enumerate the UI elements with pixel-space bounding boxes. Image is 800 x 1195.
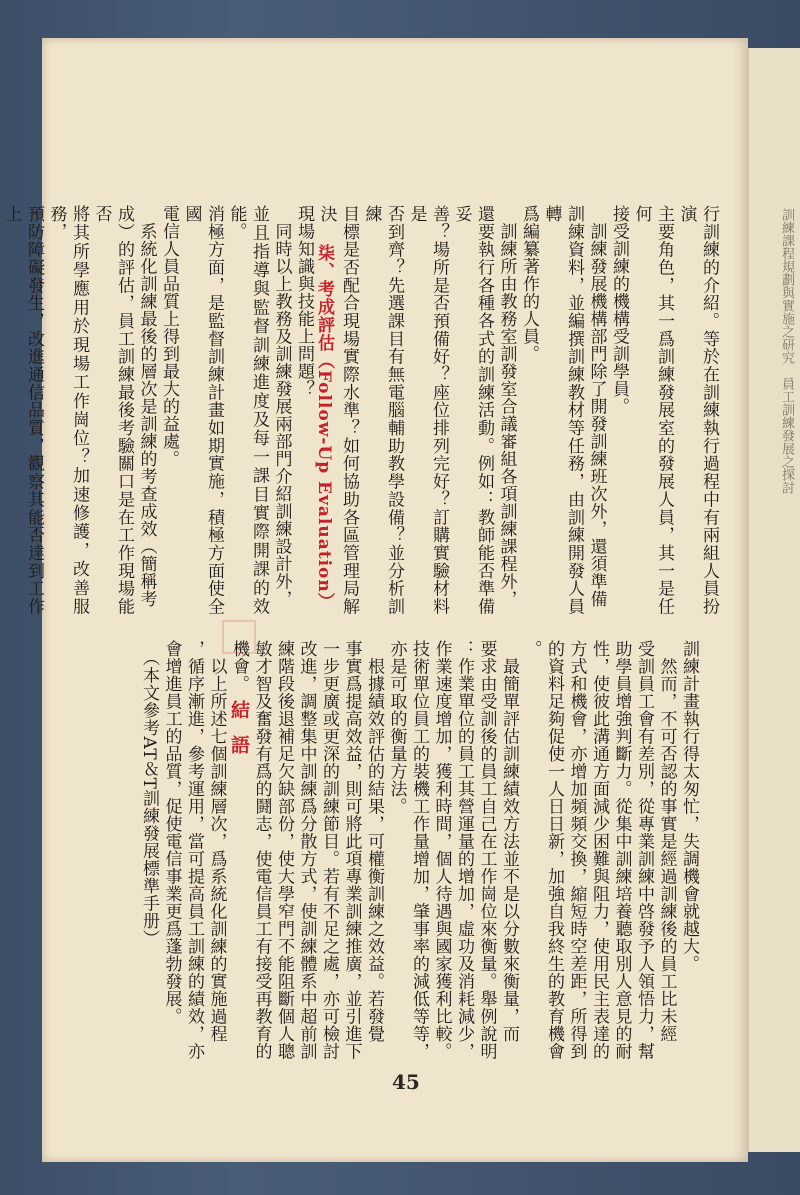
facing-page-bleed-text: 訓練課程規劃與實施之研究 員工訓練發展之探討 [779, 208, 794, 494]
text-line: 根據績效評估的結果，可權衡訓練之效益。若發覺 [364, 640, 384, 1043]
text-line: 的資料足夠促使一人日日新，加強自我終生的教育機會 [544, 640, 564, 1060]
text-line: 爲編纂著作的人員。 [519, 205, 539, 363]
text-line: 要求由受訓後的員工自己在工作崗位來衡量。舉例說明 [476, 640, 497, 1060]
facing-page-edge [748, 48, 800, 1152]
text-line: 接受訓練的機構受訓學員。 [609, 205, 629, 415]
text-line: ：作業單位的員工其營運量的增加，虛功及消耗減少， [454, 640, 474, 1060]
text-line: 電信人員品質上得到最大的益處。 [159, 205, 179, 468]
text-line: 最簡單評估訓練績效方法並不是以分數來衡量，而 [499, 640, 519, 1043]
faint-stamp-mark [222, 620, 256, 654]
lower-text-block [100, 640, 700, 1090]
text-line: 方式和機會，亦增加頻頻交換，縮短時空差距，所得到 [566, 640, 587, 1060]
text-line: 練階段後退補足欠缺部份，使大學窄門不能阻斷個人聰 [274, 640, 294, 1060]
text-line: 訓練發展機構部門除了開發訓練班次外，還須準備 [586, 205, 607, 608]
upper-text-block [1, 205, 720, 615]
conclusion-heading: 結語 [228, 700, 250, 770]
section-heading: 柒、考成評估（Follow-Up Evaluation） [314, 244, 334, 611]
text-line: 亦是可取的衡量方法。 [386, 640, 407, 815]
text-line: 一步更廣或更深的訓練節目。若有不足之處，亦可檢討 [319, 640, 339, 1060]
text-line: 受訓員工會有差別，從專業訓練中啓發予人領悟力，幫 [634, 640, 654, 1060]
text-line: （本文參考AT＆T訓練發展標準手册） [139, 640, 159, 948]
text-line: 機會。 [229, 640, 249, 693]
text-line: 敏才智及奮發有爲的鬪志，使電信員工有接受再教育的 [251, 640, 272, 1060]
text-line: 訓練所由教務室訓發室合議審組各項訓練課程外， [496, 205, 517, 608]
text-line: 行訓練的介紹。等於在訓練執行過程中有兩組人員扮演 [676, 205, 719, 615]
text-line: 作業速度增加，獲利時間，個人待遇與國家獲利比較。 [431, 640, 452, 1060]
text-line: 訓練計畫執行得太匆忙，失調機會就越大。 [679, 640, 699, 973]
text-line: 現場知識與技能上問題？ [294, 205, 314, 398]
text-line: 將其所學應用於現場工作崗位？加速修護，改善服務， [46, 205, 89, 615]
text-line: 善？場所是否預備好？座位排列完好？訂購實驗材料是 [406, 205, 449, 615]
text-line: 然而，不可否認的事實是經過訓練後的員工比未經 [656, 640, 677, 1043]
text-line: 改進，調整集中訓練爲分散方式，使訓練體系中超前訓 [296, 640, 317, 1060]
text-line: 以上所述七個訓練層次，爲系統化訓練的實施過程 [206, 640, 227, 1043]
text-line: 系統化訓練最後的層次是訓練的考查成效（簡稱考 [136, 205, 157, 608]
text-line: 否到齊？先選課目有無電腦輔助教學設備？並分析訓練 [361, 205, 404, 615]
text-line: 消極方面，是監督訓練計畫如期實施，積極方面使全國 [181, 205, 224, 615]
text-line: 訓練資料，並編撰訓練教材等任務，由訓練開發人員轉 [541, 205, 584, 615]
text-line: 主要角色，其一爲訓練發展室的發展人員，其一是任何 [631, 205, 674, 615]
text-line: 會增進員工的品質，促使電信事業更爲蓬勃發展。 [161, 640, 182, 1025]
text-line: 預防障礙發生，改進通信品質，觀察其能否達到工作上 [1, 205, 44, 615]
text-line: 性，使彼此溝通方面減少困難與阻力，使用民主表達的 [589, 640, 609, 1060]
text-line: 事實爲提高效益，則可將此項專業訓練推廣，並引進下 [341, 640, 362, 1060]
text-line: 。 [521, 640, 542, 658]
text-line: 同時以上教務及訓練發展兩部門介紹訓練設計外， [271, 205, 292, 608]
text-line: 還要執行各種各式的訓練活動。例如：教師能否準備妥 [451, 205, 494, 615]
text-line: 目標是否配合現場實際水準？如何協助各區管理局解決 [316, 205, 359, 615]
text-line: 並且指導與監督訓練進度及每一課目實際開課的效能。 [226, 205, 269, 615]
page-number: 45 [392, 1070, 420, 1094]
text-line: 成）的評估，員工訓練最後考驗關口是在工作現場能否 [91, 205, 134, 615]
text-line: 助學員增強判斷力。從集中訓練培養聽取別人意見的耐 [611, 640, 632, 1060]
text-line: ，循序漸進，參考運用，當可提高員工訓練的績效，亦 [184, 640, 204, 1060]
text-line: 技術單位員工的裝機工作量增加，肇事率的減低等等， [409, 640, 429, 1060]
